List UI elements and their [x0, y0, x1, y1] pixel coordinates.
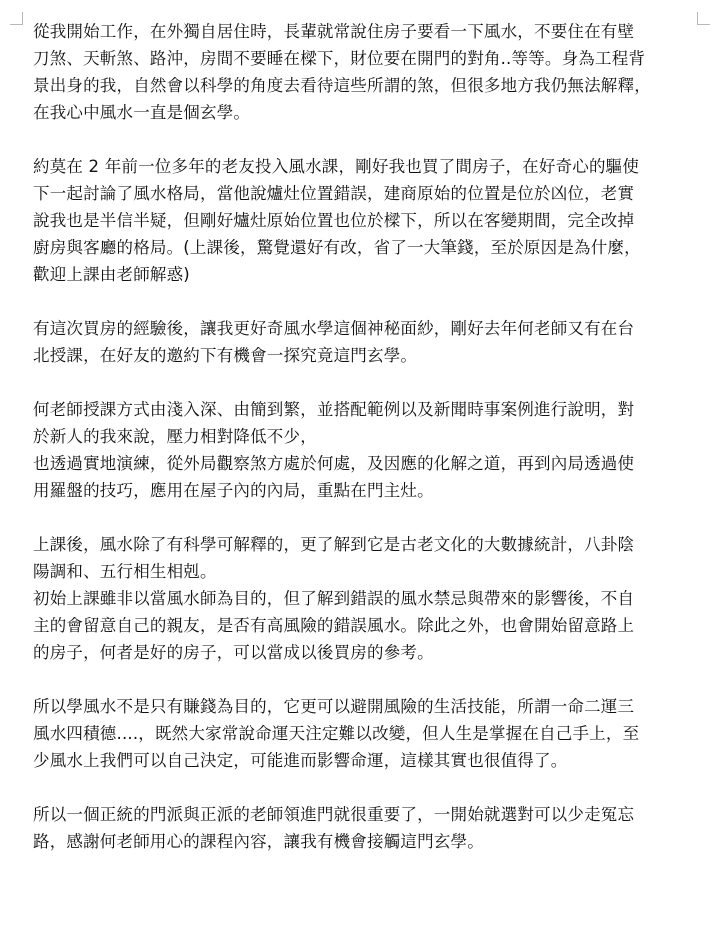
text-line: 歡迎上課由老師解惑)	[33, 265, 190, 284]
paragraph	[33, 693, 693, 774]
text-line: 有這次買房的經驗後，讓我更好奇風水學這個神秘面紗，剛好去年何老師又有在台	[33, 319, 635, 338]
text-line: 從我開始工作，在外獨自居住時，長輩就常說住房子要看一下風水，不要住在有壁	[33, 22, 635, 41]
text-line: 主的會留意自己的親友，是否有高風險的錯誤風水。除此之外，也會開始留意路上	[33, 616, 635, 635]
paragraph	[33, 315, 693, 369]
text-line: 少風水上我們可以自己決定，可能進而影響命運，這樣其實也很值得了。	[33, 751, 568, 770]
text-line: 北授課，在好友的邀約下有機會一探究竟這門玄學。	[33, 346, 418, 365]
paragraph	[33, 531, 693, 666]
paragraph	[33, 801, 693, 855]
text-line: 上課後，風水除了有科學可解釋的，更了解到它是古老文化的大數據統計，八卦陰	[33, 535, 635, 554]
text-line: 約莫在 2 年前一位多年的老友投入風水課，剛好我也買了間房子，在好奇心的驅使	[33, 157, 640, 176]
text-line: 風水四積德....，既然大家常說命運天注定難以改變，但人生是掌握在自己手上，至	[33, 724, 640, 743]
text-line: 廚房與客廳的格局。(上課後，驚覺還好有改，省了一大筆錢，至於原因是為什麼，	[33, 238, 641, 257]
text-line: 何老師授課方式由淺入深、由簡到繁，並搭配範例以及新聞時事案例進行說明，對	[33, 400, 635, 419]
paragraph	[33, 18, 693, 126]
text-line: 說我也是半信半疑，但剛好爐灶原始位置也位於樑下，所以在客變期間，完全改掉	[33, 211, 635, 230]
paragraph	[33, 153, 693, 288]
text-line: 於新人的我來說，壓力相對降低不少，	[33, 427, 317, 446]
text-line: 初始上課雖非以當風水師為目的，但了解到錯誤的風水禁忌與帶來的影響後，不自	[33, 589, 635, 608]
text-line: 景出身的我，自然會以科學的角度去看待這些所謂的煞，但很多地方我仍無法解釋，	[33, 76, 651, 95]
text-line: 所以一個正統的門派與正派的老師領進門就很重要了，一開始就選對可以少走冤忘	[33, 805, 635, 824]
text-line: 路，感謝何老師用心的課程內容，讓我有機會接觸這門玄學。	[33, 832, 484, 851]
document-body[interactable]	[33, 18, 693, 882]
text-line: 也透過實地演練，從外局觀察煞方處於何處，及因應的化解之道，再到內局透過使	[33, 454, 635, 473]
text-line: 在我心中風水一直是個玄學。	[33, 103, 251, 122]
page-corner-mark-left	[10, 12, 23, 25]
text-line: 所以學風水不是只有賺錢為目的，它更可以避開風險的生活技能，所謂一命二運三	[33, 697, 635, 716]
text-line: 用羅盤的技巧，應用在屋子內的內局，重點在門主灶。	[33, 481, 434, 500]
paragraph	[33, 396, 693, 504]
text-line: 下一起討論了風水格局，當他說爐灶位置錯誤，建商原始的位置是位於凶位，老實	[33, 184, 635, 203]
text-line: 的房子，何者是好的房子，可以當成以後買房的參考。	[33, 643, 434, 662]
text-line: 刀煞、天斬煞、路沖，房間不要睡在樑下，財位要在開門的對角..等等。身為工程背	[33, 49, 646, 68]
page-corner-mark-right	[697, 12, 710, 25]
text-line: 陽調和、五行相生相剋。	[33, 562, 217, 581]
